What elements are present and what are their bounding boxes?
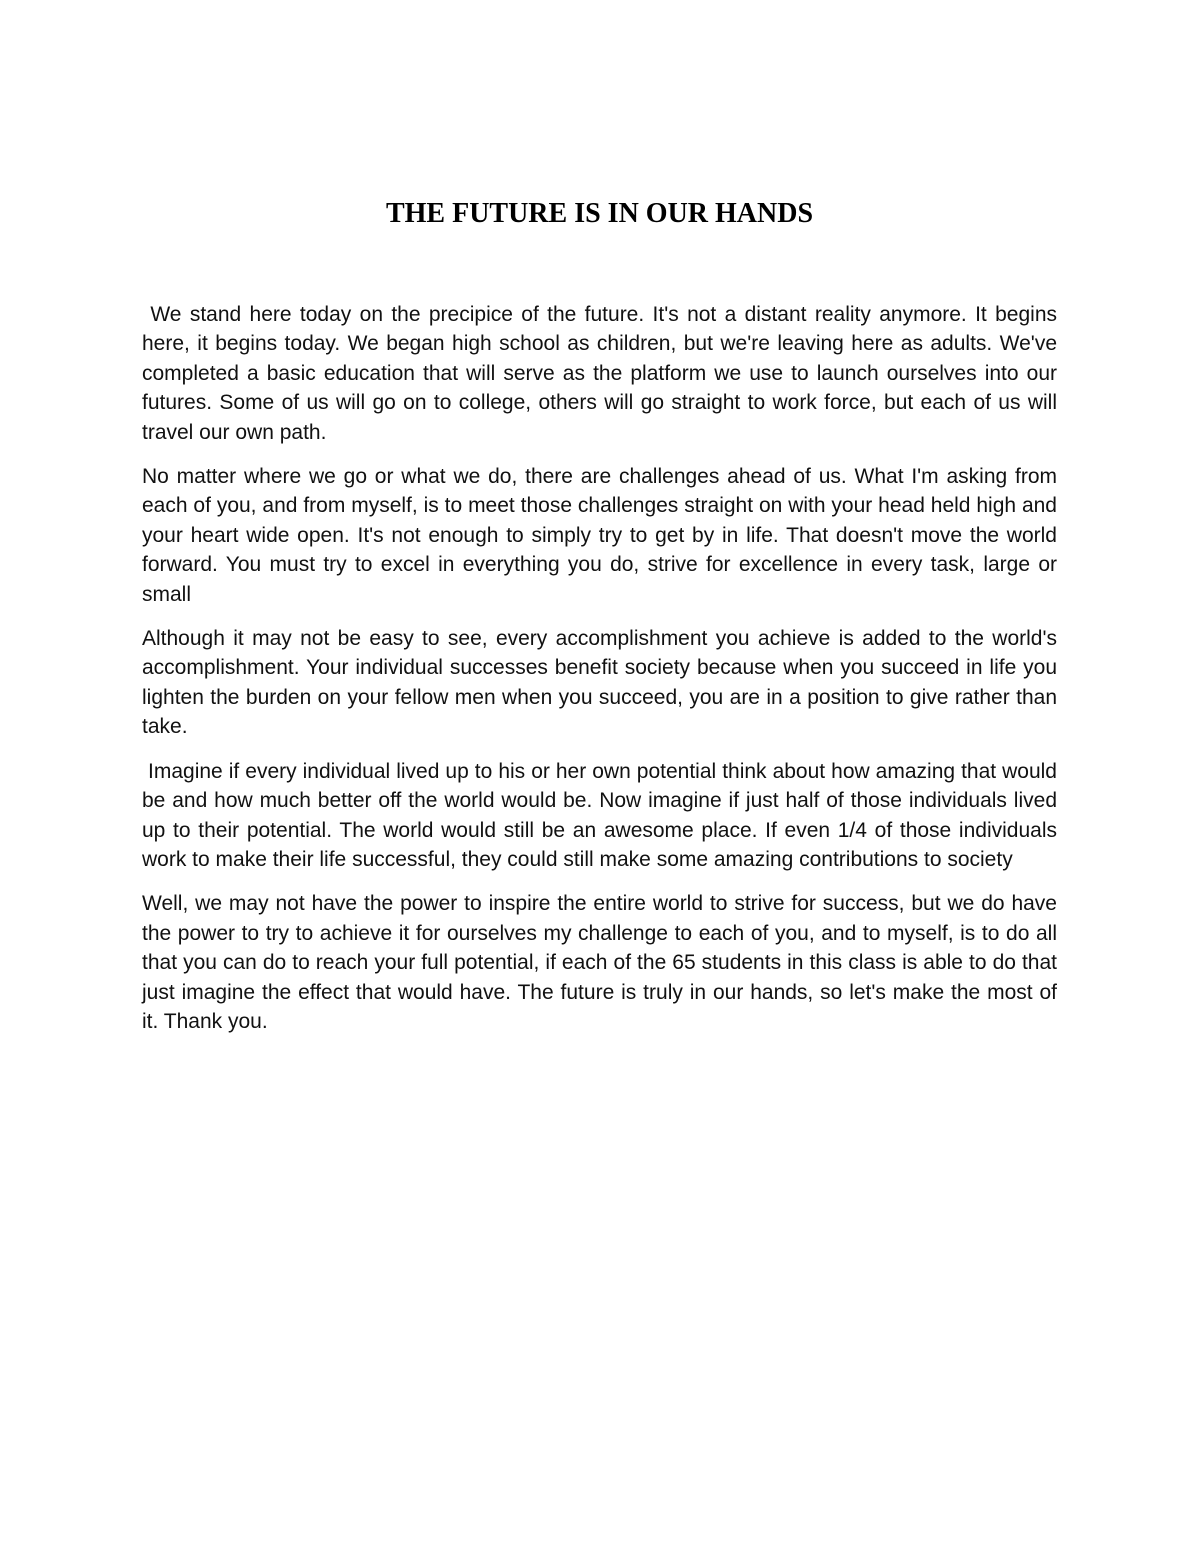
- body-paragraph-3: Although it may not be easy to see, every accomplishment you achieve is added to the world's accomplishment. Your individual successes benefit society because when you succeed in life you lighten the burden on your fellow men when you succeed, you are in a position to give rather than take.: [142, 627, 1063, 739]
- body-paragraph-2: No matter where we go or what we do, there are challenges ahead of us. What I'm asking from each of you, and from myself, is to meet those challenges straight on with your head held high and your heart wide open. It's not enough to simply try to get by in life. That doesn't move the world forward. You must try to excel in everything you do, strive for excellence in every task, large or small: [142, 465, 1063, 606]
- body-paragraph-4: Imagine if every individual lived up to his or her own potential think about how amazing that would be and how much better off the world would be. Now imagine if just half of those individuals lived up to their potential. The world would still be an awesome place. If even 1/4 of those individuals work to make their life successful, they could still make some amazing contributions to society: [142, 759, 1063, 871]
- body-paragraph-5: Well, we may not have the power to inspire the entire world to strive for success, but we do have the power to try to achieve it for ourselves my challenge to each of you, and to myself, is to do all that you can do to reach your full potential, if each of the 65 students in this class is able to do that just imagine the effect that would have. The future is truly in our hands, so let's make the most of it. Thank you.: [142, 892, 1063, 1033]
- document-title: THE FUTURE IS IN OUR HANDS: [385, 198, 814, 229]
- body-paragraph-1: We stand here today on the precipice of the future. It's not a distant reality anymore. It begins here, it begins today. We began high school as children, but we're leaving here as adults. We've completed a basic education that will serve as the platform we use to launch ourselves into our futures. Some of us will go on to college, others will go straight to work force, but each of us will travel our own path.: [142, 303, 1063, 444]
- document-body: [142, 300, 1063, 1051]
